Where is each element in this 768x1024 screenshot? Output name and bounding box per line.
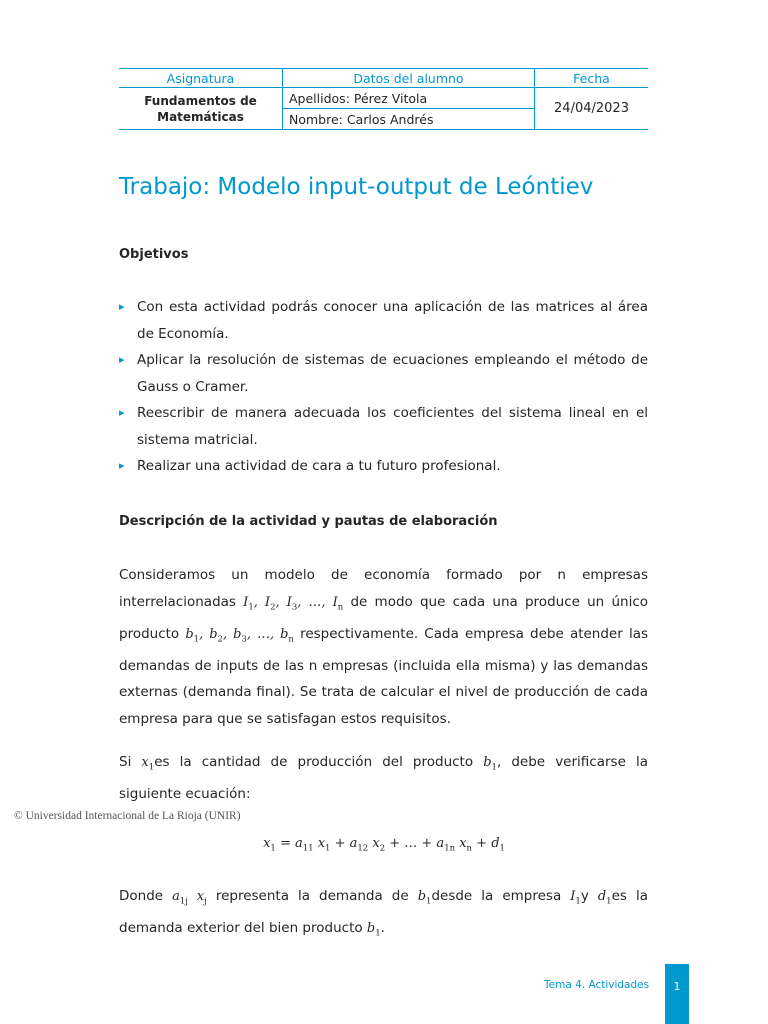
bullet-icon: ▸	[119, 353, 125, 366]
objectives-list	[119, 294, 648, 480]
bullet-icon: ▸	[119, 406, 125, 419]
list-item: ▸ Aplicar la resolución de sistemas de ecuaciones empleando el método de Gauss o Cramer.	[119, 347, 648, 400]
math-products: $b_1$, $b_2$, $b_3$, …, $b_n$	[185, 626, 294, 645]
page-number-box	[665, 964, 689, 1024]
header-col-subject: Asignatura	[119, 69, 283, 88]
page-number: 1	[673, 980, 681, 993]
header-col-student: Datos del alumno	[283, 69, 535, 88]
submission-date: 24/04/2023	[535, 88, 649, 130]
copyright-notice: © Universidad Internacional de La Rioja (UNIR)	[14, 810, 241, 822]
list-item: ▸ Reescribir de manera adecuada los coeficientes del sistema lineal en el sistema matricial.	[119, 400, 648, 453]
subject-name: Fundamentos de Matemáticas	[119, 88, 283, 130]
page-title: Trabajo: Modelo input-output de Leóntiev	[119, 174, 594, 200]
math-companies: $I_1$, $I_2$, $I_3$, …, $I_n$	[243, 594, 344, 613]
header-table	[119, 68, 648, 130]
objectives-heading: Objetivos	[119, 247, 189, 262]
list-item: ▸ Realizar una actividad de cara a tu futuro profesional.	[119, 453, 648, 480]
list-item: ▸ Con esta actividad podrás conocer una aplicación de las matrices al área de Economía.	[119, 294, 648, 347]
description-paragraph-1: Consideramos un modelo de economía formado por n empresas interrelacionadas $I_1$, $I_2$, $I_3$, …, $I_n$ de modo que cada una produce un único producto $b_1$, $b_2$, $b_3$, …, $b_n$ respectivamente. Cada empresa debe atender las demandas de inputs de las n empresas (incluida ella misma) y las demandas externas (demanda final). Se trata de calcular el nivel de producción de cada empresa para que se satisfagan estos requisitos.	[119, 567, 648, 727]
student-surname: Apellidos: Pérez Vitola	[283, 88, 535, 109]
student-name: Nombre: Carlos Andrés	[283, 109, 535, 130]
footer-label: Tema 4. Actividades	[544, 979, 650, 991]
bullet-icon: ▸	[119, 459, 125, 472]
bullet-icon: ▸	[119, 300, 125, 313]
header-col-date: Fecha	[535, 69, 649, 88]
description-paragraph-2: Si $x_1es$ la cantidad de producción del producto $b_1$, debe verificarse la siguiente ecuación:	[119, 754, 648, 803]
equation: $x_1 = a_{11}$ $x_1 + a_{12}$ $x_2$ + … + $a_{1n}$ $x_n + d_1$	[263, 836, 505, 854]
description-heading: Descripción de la actividad y pautas de elaboración	[119, 514, 498, 529]
description-paragraph-3: Donde $a_{1j}$ $x_j$ representa la demanda de $b_1desde$ la empresa $I_1y$ $d_1es$ la demanda exterior del bien producto $b_1$.	[119, 888, 648, 939]
